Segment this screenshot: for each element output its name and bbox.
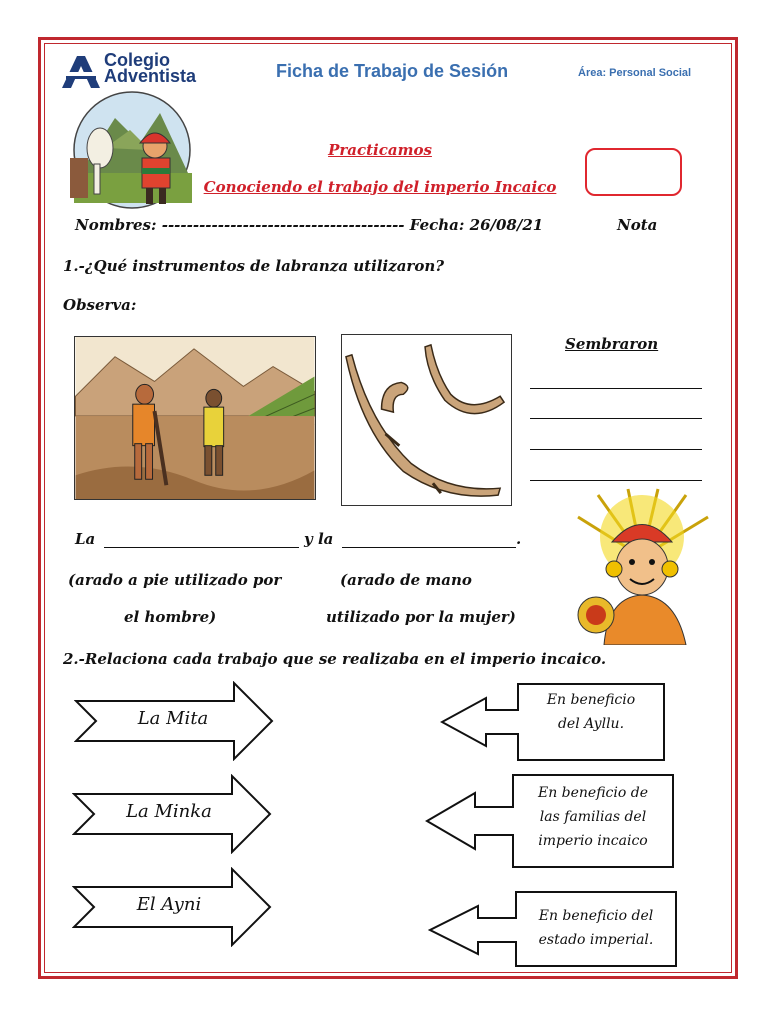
- answer-line-2[interactable]: [530, 418, 702, 419]
- grade-box[interactable]: [585, 148, 682, 196]
- inca-emperor-illustration: [568, 487, 716, 645]
- hint-1-line-2: el hombre): [124, 608, 217, 626]
- blank-tool-2[interactable]: [342, 547, 516, 548]
- question-2: 2.-Relaciona cada trabajo que se realizaba en el imperio incaico.: [63, 650, 607, 668]
- answer-line-1[interactable]: [530, 388, 702, 389]
- work-label-3: El Ayni: [136, 894, 202, 915]
- logo-line-1: Colegio: [104, 50, 170, 70]
- benefit-3-line-2: estado imperial.: [538, 932, 654, 948]
- benefit-3-line-1: En beneficio del: [538, 908, 654, 924]
- logo-line-2: Adventista: [104, 66, 197, 86]
- hint-1-line-1: (arado a pie utilizado por: [68, 571, 282, 589]
- work-label-1: La Mita: [137, 708, 209, 729]
- benefit-1-line-1: En beneficio: [546, 692, 636, 708]
- benefit-text-2: [513, 781, 673, 853]
- question-1: 1.-¿Qué instrumentos de labranza utilizaron?: [63, 257, 445, 275]
- farmers-illustration: [74, 336, 316, 500]
- blank-tool-1[interactable]: [104, 547, 299, 548]
- school-logo-icon: [60, 54, 100, 90]
- incan-children-illustration: [60, 88, 205, 213]
- benefit-1-line-2: del Ayllu.: [557, 716, 625, 732]
- benefit-2-line-2: las familias del: [539, 809, 647, 825]
- sentence-end: .: [516, 530, 522, 548]
- observe-label: Observa:: [63, 296, 137, 314]
- hint-2-line-2: utilizado por la mujer): [326, 608, 516, 626]
- school-name: [104, 52, 196, 84]
- answer-line-4[interactable]: [530, 480, 702, 481]
- benefit-2-line-1: En beneficio de: [537, 785, 649, 801]
- school-logo: [60, 52, 220, 92]
- sheet-title: Ficha de Trabajo de Sesión: [276, 61, 509, 81]
- answer-line-3[interactable]: [530, 449, 702, 450]
- hint-2-line-1: (arado de mano: [340, 571, 472, 589]
- sentence-mid: y la: [304, 530, 334, 548]
- topic-heading: Conociendo el trabajo del imperio Incaico: [203, 178, 557, 196]
- benefit-text-3: [516, 904, 676, 952]
- plough-tools-illustration: [341, 334, 512, 506]
- practice-heading: Practicamos: [328, 141, 432, 159]
- names-date-line: Nombres: --------------------------------------- Fecha: 26/08/21: [75, 216, 544, 234]
- benefit-text-1: [518, 688, 664, 736]
- sown-label: Sembraron: [565, 335, 659, 353]
- sentence-start: La: [75, 530, 96, 548]
- work-label-2: La Minka: [126, 801, 212, 822]
- area-label: Área: Personal Social: [578, 67, 692, 79]
- benefit-2-line-3: imperio incaico: [538, 833, 648, 849]
- grade-label: Nota: [617, 216, 658, 234]
